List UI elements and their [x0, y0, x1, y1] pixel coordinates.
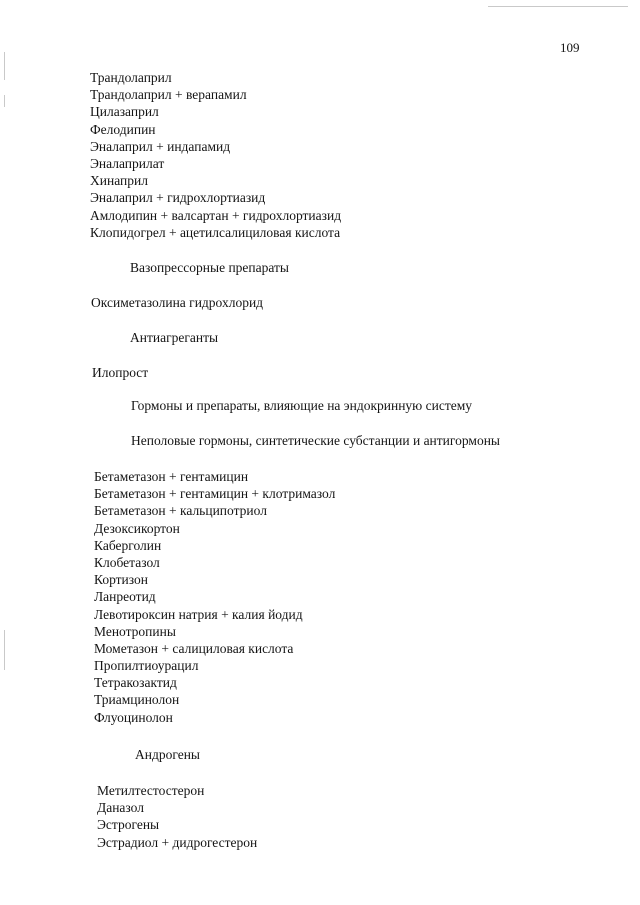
drug-list-item: Эстрадиол + дидрогестерон	[97, 834, 258, 850]
drug-list-item: Мометазон + салициловая кислота	[94, 640, 294, 656]
drug-list-item: Дезоксикортон	[94, 520, 180, 536]
drug-list-item: Эстрогены	[97, 817, 160, 833]
section-heading-nonsex-hormones: Неполовые гормоны, синтетические субстанции и антигормоны	[131, 433, 500, 448]
drug-list-item: Эналаприлат	[90, 155, 165, 171]
drug-list-item: Тетракозактид	[94, 675, 177, 691]
drug-list-item: Кортизон	[94, 572, 149, 588]
scan-mark-left-3	[4, 630, 5, 670]
drug-list-item: Бетаметазон + кальципотриол	[94, 503, 267, 519]
section-heading-androgens: Андрогены	[135, 747, 200, 762]
drug-item-iloprost: Илопрост	[92, 365, 149, 380]
drug-list-item: Трандолаприл + верапамил	[90, 87, 247, 103]
drug-list-item: Флуоцинолон	[94, 709, 173, 725]
drug-list-item: Хинаприл	[90, 173, 148, 189]
drug-list-item: Эналаприл + гидрохлортиазид	[90, 190, 266, 206]
drug-list-item: Бетаметазон + гентамицин	[94, 469, 249, 484]
drug-list-item: Пропилтиоурацил	[94, 658, 199, 674]
drug-list-item: Клопидогрел + ацетилсалициловая кислота	[90, 224, 341, 240]
section-heading-antiaggregants: Антиагреганты	[130, 330, 219, 345]
drug-list-group-3	[97, 782, 257, 851]
drug-list-item: Эналаприл + индапамид	[90, 138, 231, 154]
drug-list-item: Цилазаприл	[90, 104, 159, 120]
scan-mark-left-1	[4, 52, 5, 80]
drug-list-item: Бетаметазон + гентамицин + клотримазол	[94, 486, 336, 502]
drug-item-oxymetazoline: Оксиметазолина гидрохлорид	[91, 295, 264, 310]
drug-list-item: Триамцинолон	[94, 692, 180, 708]
drug-list-item: Клобетазол	[94, 554, 160, 570]
drug-list-item: Каберголин	[94, 537, 162, 553]
drug-list-item: Фелодипин	[90, 121, 156, 137]
drug-list-group-1	[90, 69, 341, 241]
scan-mark-top	[488, 6, 628, 7]
page-number: 109	[560, 40, 580, 55]
section-heading-vasopressors: Вазопрессорные препараты	[130, 260, 289, 275]
scan-mark-left-2	[4, 95, 5, 107]
drug-list-group-2	[94, 468, 335, 726]
drug-list-item: Ланреотид	[94, 589, 156, 605]
drug-list-item: Трандолаприл	[90, 70, 172, 85]
drug-list-item: Менотропины	[94, 623, 176, 639]
drug-list-item: Даназол	[97, 800, 144, 816]
drug-list-item: Метилтестостерон	[97, 783, 205, 798]
drug-list-item: Левотироксин натрия + калия йодид	[94, 606, 303, 622]
section-heading-endocrine: Гормоны и препараты, влияющие на эндокринную систему	[131, 398, 473, 413]
drug-list-item: Амлодипин + валсартан + гидрохлортиазид	[90, 207, 342, 223]
